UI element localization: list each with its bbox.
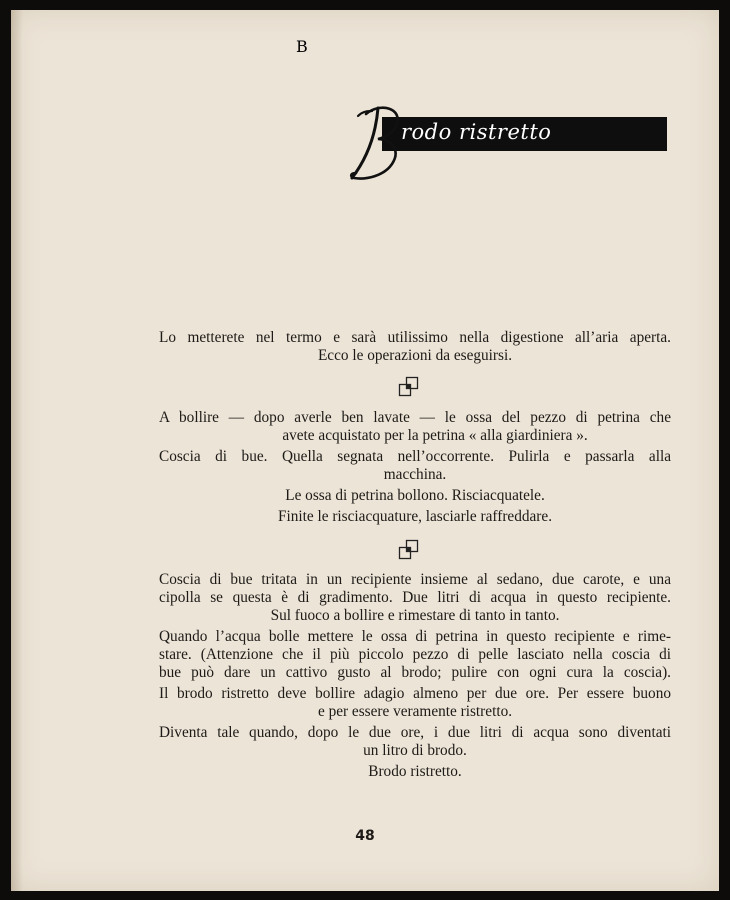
text-line: Finite le risciacquature, lasciarle raffreddare. [277, 508, 553, 525]
text-line: macchina. [383, 466, 447, 483]
ornament-squares-icon [398, 376, 420, 398]
text-line: A bollire — dopo averle ben lavate — le ossa del pezzo di petrina che [159, 409, 671, 426]
text-line: cipolla se questa è di gradimento. Due litri di acqua in questo recipiente. [159, 589, 671, 606]
section-2 [159, 571, 671, 781]
text-line: e per essere veramente ristretto. [317, 703, 513, 720]
title-text: rodo ristretto [401, 120, 552, 144]
text-line: Quando l’acqua bolle mettere le ossa di petrina in questo recipiente e rime- [159, 628, 671, 645]
text-line: Le ossa di petrina bollono. Risciacquatele. [285, 487, 545, 504]
section-1 [159, 409, 671, 526]
text-line: Brodo ristretto. [368, 763, 462, 780]
intro-paragraph [159, 329, 671, 365]
text-line: un litro di brodo. [363, 742, 467, 759]
text-line: Sul fuoco a bollire e rimestare di tanto in tanto. [270, 607, 560, 624]
text-line: stare. (Attenzione che il più piccolo pezzo di pelle lasciato nella coscia di [159, 646, 671, 663]
text-line: Coscia di bue tritata in un recipiente insieme al sedano, due carote, e una [159, 571, 671, 588]
text-line: Lo metterete nel termo e sarà utilissimo nella digestione all’aria aperta. [159, 329, 671, 346]
page-number: 48 [355, 828, 375, 844]
title-initial-letter [296, 37, 406, 186]
text-line: Diventa tale quando, dopo le due ore, i due litri di acqua sono diventati [159, 724, 671, 741]
text-line: bue può dare un cattivo gusto al brodo; pulire con ogni cura la coscia). [159, 664, 671, 681]
svg-text:B: B [296, 37, 308, 56]
text-line: Coscia di bue. Quella segnata nell’occorrente. Pulirla e passarla alla [159, 448, 671, 465]
title-block [11, 10, 719, 210]
ornament-squares-icon [398, 539, 420, 561]
book-page [11, 10, 719, 891]
text-line: Il brodo ristretto deve bollire adagio almeno per due ore. Per essere buono [159, 685, 671, 702]
text-line: Ecco le operazioni da eseguirsi. [317, 347, 513, 364]
text-line: avete acquistato per la petrina « alla giardiniera ». [282, 427, 588, 444]
